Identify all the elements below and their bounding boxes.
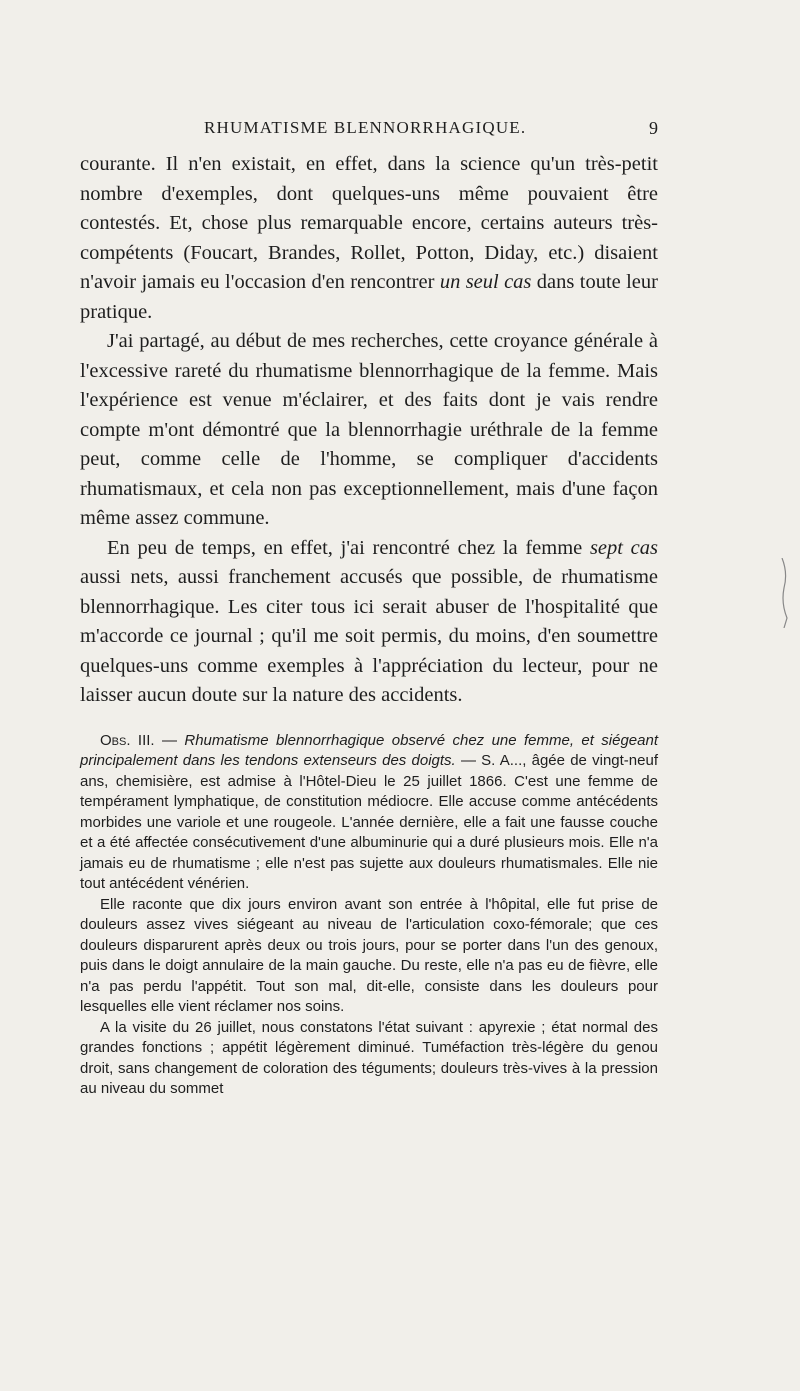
paragraph-1-italic: un seul cas [439,271,532,293]
paragraph-1 [80,150,658,327]
observation-label: Obs. III. [100,731,155,749]
paragraph-3-text: En peu de temps, en effet, j'ai rencontré chez la femme [107,536,590,559]
paragraph-1-text: courante. Il n'en existait, en effet, dans la science qu'un très-petit nombre d'exemples, dont quelques-uns même pouvaient être contestés. Et, chose plus remarquable encore, certains auteurs très-compétents (Foucart, Brandes, Rollet, Potton, Diday, etc.) disaient n'avoir jamais eu l'occasion d'en rencontrer [80,153,658,293]
main-text [80,150,658,1100]
running-header [80,118,658,146]
observation-text-1: — S. A..., âgée de vingt-neuf ans, chemisière, est admise à l'Hôtel-Dieu le 25 juillet 1866. C'est une femme de tempérament lymphatique, de constitution médiocre. Elle accuse comme antécédents morbides une variole et une rougeole. L'année dernière, elle a fait une fausse couche et a été affectée consécutivement d'une albuminurie qui a duré plusieurs mois. Elle n'a jamais eu de rhumatisme ; elle n'est pas sujette aux douleurs rhumatismales. Elle nie tout antécédent vénérien. [80,752,658,892]
paragraph-2: J'ai partagé, au début de mes recherches, cette croyance générale à l'excessive rareté du rhumatisme blennorrhagique de la femme. Mais l'expérience est venue m'éclairer, et des faits dont je vais rendre compte m'ont démontré que la blennorrhagie uréthrale de la femme peut, comme celle de l'homme, se compliquer d'accidents rhumatismaux, et cela non pas exceptionnellement, mais d'une façon même assez commune. [80,330,658,529]
observation-paragraph-2: Elle raconte que dix jours environ avant son entrée à l'hôpital, elle fut prise de douleurs assez vives siégeant au niveau de l'articulation coxo-fémorale; que ces douleurs disparurent après deux ou trois jours, pour se porter dans l'un des genoux, puis dans le doigt annulaire de la main gauche. Du reste, elle n'a pas eu de fièvre, elle n'a pas perdu l'appétit. Tout son mal, dit-elle, consiste dans les douleurs pour lesquelles elle vient réclamer nos soins. [80,895,658,1015]
paragraph-3-italic: sept cas [589,536,658,559]
observation-title: Rhumatisme blennorrhagique observé chez une femme, et siégeant principalement dans les tendons extenseurs des doigts. [80,731,658,769]
paragraph-3-text-end: aussi nets, aussi franchement accusés que possible, de rhumatisme blennorrhagique. Les citer tous ici serait abuser de l'hospitalité que m'accorde ce journal ; qu'il me soit permis, du moins, d'en soumettre quelques-uns comme exemples à l'appréciation du lecteur, pour ne laisser aucun doute sur la nature des accidents. [80,566,658,706]
page-number: 9 [649,118,658,138]
observation-block [80,731,658,1100]
paragraph-3 [80,534,658,711]
paragraph-1-text-end: dans toute leur pratique. [80,271,658,323]
running-title: RHUMATISME BLENNORRHAGIQUE. [204,118,527,137]
observation-dash: — [154,731,185,749]
margin-pencil-mark [778,558,790,628]
observation-paragraph-3: A la visite du 26 juillet, nous constatons l'état suivant : apyrexie ; état normal des grandes fonctions ; appétit légèrement diminué. Tuméfaction très-légère du genou droit, sans changement de coloration des téguments; douleurs très-vives à la pression au niveau du sommet [80,1018,658,1097]
observation-paragraph-1 [80,731,658,895]
